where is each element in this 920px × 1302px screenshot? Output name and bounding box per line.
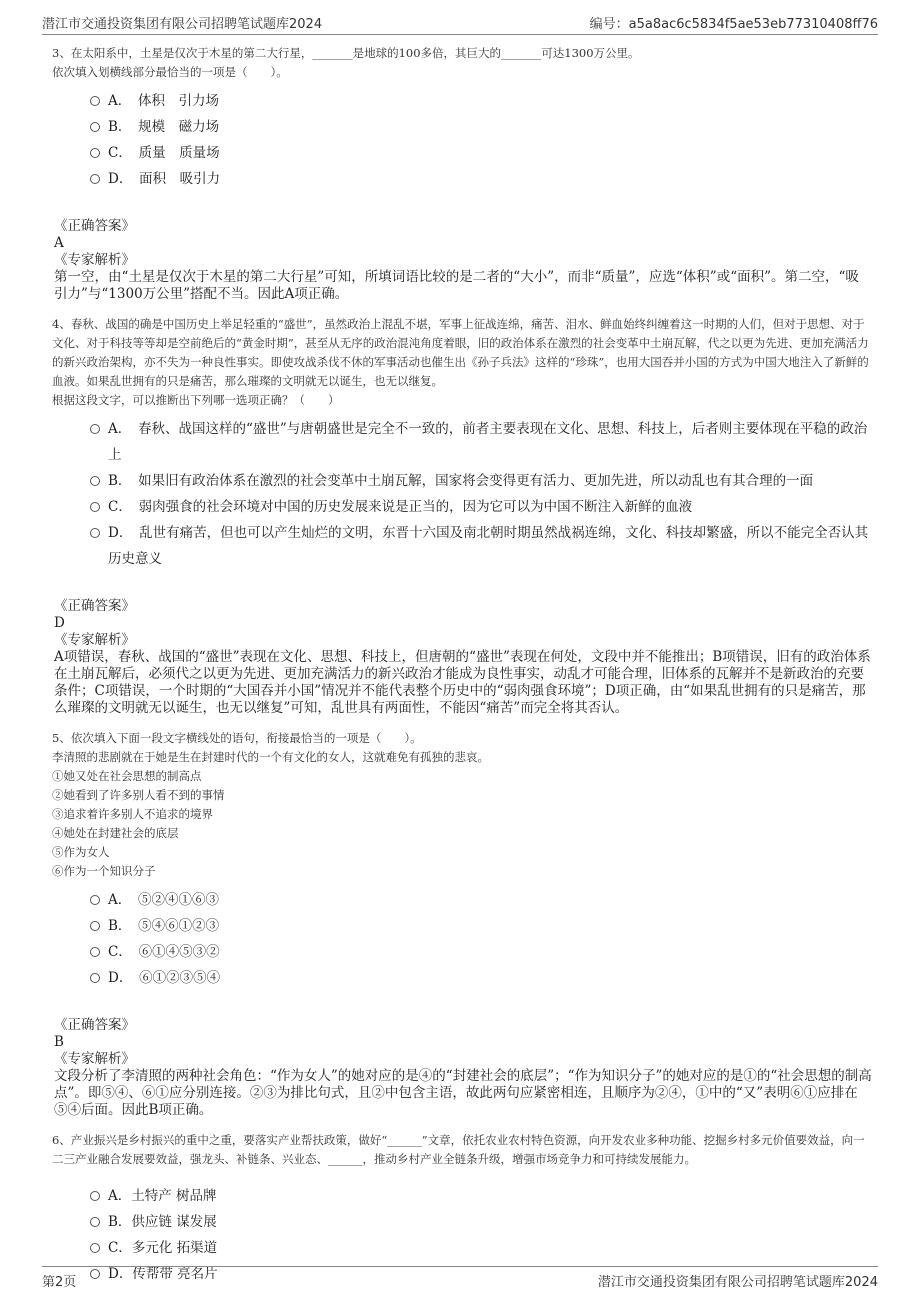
option-a[interactable]: A． 体积 引力场 (90, 88, 872, 114)
question-stem: 4、春秋、战国的确是中国历史上举足轻重的“盛世”，虽然政治上混乱不堪，军事上征战连绵，痛苦、泪水、鲜血始终纠缠着这一时期的人们，但对于思想、对于文化、对于科技等等却是空前绝后的“黄金时期”，甚至从无序的政治混沌角度着眼，旧的政治体系在激烈的社会变革中土崩瓦解，代之以更为先进、更加充满活力的新兴政治架构，亦不失为一种良性事实。即使攻战杀伐不休的军事活动也催生出《孙子兵法》这样的“珍珠”，也用大国吞并小国的方式为中国大地注入了新鲜的血液。如果乱世拥有的只是痛苦，那么璀璨的文明就无以诞生，也无以继复。 (52, 317, 869, 388)
sentence-5: ⑤作为女人 (52, 845, 110, 859)
question-6 (52, 1131, 872, 1287)
radio-icon[interactable] (90, 528, 100, 538)
radio-icon[interactable] (90, 921, 100, 931)
page-content (52, 44, 872, 1287)
answer-label: 《正确答案》 (54, 218, 135, 234)
analysis-text: 第一空，由“土星是仅次于木星的第二大行星”可知，所填词语比较的是二者的“大小”，而非“质量”，应选“体积”或“面积”。第二空，“吸引力”与“1300万公里”搭配不当。因此A项正确。 (54, 269, 859, 302)
option-list (90, 88, 872, 192)
option-c[interactable]: C．多元化 拓渠道 (90, 1235, 872, 1261)
answer-block (54, 598, 872, 717)
option-list (90, 416, 872, 572)
sentence-2: ②她看到了许多别人看不到的事情 (52, 788, 225, 802)
radio-icon[interactable] (90, 96, 100, 106)
header-title: 潜江市交通投资集团有限公司招聘笔试题库2024 (42, 16, 323, 32)
page-footer (42, 1266, 878, 1293)
radio-icon[interactable] (90, 973, 100, 983)
option-b[interactable]: B．供应链 谋发展 (90, 1209, 872, 1235)
footer-title: 潜江市交通投资集团有限公司招聘笔试题库2024 (597, 1274, 878, 1290)
radio-icon[interactable] (90, 1243, 100, 1253)
option-a[interactable]: A． ⑤②④①⑥③ (90, 887, 872, 913)
sentence-4: ④她处在封建社会的底层 (52, 826, 179, 840)
radio-icon[interactable] (90, 1191, 100, 1201)
question-text (52, 315, 872, 410)
radio-icon[interactable] (90, 122, 100, 132)
analysis-label: 《专家解析》 (54, 252, 135, 268)
analysis-text: A项错误，春秋、战国的“盛世”表现在文化、思想、科技上，但唐朝的“盛世”表现在何处，文段中并不能推出；B项错误，旧有的政治体系在土崩瓦解后，必须代之以更为先进、更加充满活力的新兴政治才能成为良性事实，动乱才可能合理，旧体系的瓦解并不是新政治的充要条件；C项错误，一个时期的“大国吞并小国”情况并不能代表整个历史中的“弱肉强食环境”；D项正确，由“如果乱世拥有的只是痛苦，那么璀璨的文明就无以诞生，也无以继复”可知，乱世具有两面性，不能因“痛苦”而完全将其否认。 (54, 649, 871, 716)
question-4 (52, 315, 872, 717)
question-3 (52, 44, 872, 303)
option-c[interactable]: C． 质量 质量场 (90, 140, 872, 166)
answer-value: D (54, 615, 65, 631)
option-list (90, 887, 872, 991)
answer-value: B (54, 1034, 64, 1050)
option-a[interactable]: A．土特产 树品牌 (90, 1183, 872, 1209)
answer-label: 《正确答案》 (54, 1017, 135, 1033)
sentence-3: ③追求着许多别人不追求的境界 (52, 807, 213, 821)
answer-block (54, 218, 872, 303)
radio-icon[interactable] (90, 424, 100, 434)
page-header (42, 10, 878, 35)
question-text (52, 729, 872, 881)
radio-icon[interactable] (90, 947, 100, 957)
question-text (52, 44, 872, 82)
answer-value: A (54, 235, 64, 251)
option-d[interactable]: D． ⑥①②③⑤④ (90, 965, 872, 991)
question-passage: 李清照的悲剧就在于她是生在封建时代的一个有文化的女人，这就难免有孤独的悲哀。 (52, 750, 489, 764)
option-d[interactable]: D．传帮带 亮名片 (90, 1261, 872, 1287)
option-c[interactable]: C． ⑥①④⑤③② (90, 939, 872, 965)
analysis-label: 《专家解析》 (54, 632, 135, 648)
option-b[interactable]: B． ⑤④⑥①②③ (90, 913, 872, 939)
answer-label: 《正确答案》 (54, 598, 135, 614)
radio-icon[interactable] (90, 148, 100, 158)
radio-icon[interactable] (90, 174, 100, 184)
option-b[interactable]: B． 如果旧有政治体系在激烈的社会变革中土崩瓦解，国家将会变得更有活力、更加先进，所以动乱也有其合理的一面 (90, 468, 872, 494)
answer-block (54, 1017, 872, 1119)
radio-icon[interactable] (90, 1217, 100, 1227)
sentence-6: ⑥作为一个知识分子 (52, 864, 156, 878)
option-c[interactable]: C． 弱肉强食的社会环境对中国的历史发展来说是正当的，因为它可以为中国不断注入新鲜的血液 (90, 494, 872, 520)
analysis-text: 文段分析了李清照的两种社会角色：“作为女人”的她对应的是④的“封建社会的底层”；“作为知识分子”的她对应的是①的“社会思想的制高点”。即⑤④、⑥①应分别连接。②③为排比句式，且②中包含主语，故此两句应紧密相连，且顺序为②④，①中的“又”表明⑥①应排在⑤④后面。因此B项正确。 (54, 1068, 872, 1118)
header-code: 编号：a5a8ac6c5834f5ae53eb77310408ff76 (589, 16, 878, 32)
option-b[interactable]: B． 规模 磁力场 (90, 114, 872, 140)
question-text (52, 1131, 872, 1169)
question-prompt: 根据这段文字，可以推断出下列哪一选项正确？（ ） (52, 393, 340, 407)
option-d[interactable]: D． 面积 吸引力 (90, 166, 872, 192)
question-stem: 5、依次填入下面一段文字横线处的语句，衔接最恰当的一项是（ ）。 (52, 731, 422, 745)
option-a[interactable]: A． 春秋、战国这样的“盛世”与唐朝盛世是完全不一致的，前者主要表现在文化、思想、科技上，后者则主要体现在平稳的政治上 (90, 416, 872, 468)
analysis-label: 《专家解析》 (54, 1051, 135, 1067)
option-d[interactable]: D． 乱世有痛苦，但也可以产生灿烂的文明，东晋十六国及南北朝时期虽然战祸连绵，文化、科技却繁盛，所以不能完全否认其历史意义 (90, 520, 872, 572)
question-stem: 6、产业振兴是乡村振兴的重中之重，要落实产业帮扶政策，做好“______”文章，依托农业农村特色资源，向开发农业多种功能、挖掘乡村多元价值要效益，向一二三产业融合发展要效益，强龙头、补链条、兴业态、______，推动乡村产业全链条升级，增强市场竞争力和可持续发展能力。 (52, 1133, 865, 1166)
question-stem: 3、在太阳系中，土星是仅次于木星的第二大行星，_______是地球的100多倍，其巨大的_______可达1300万公里。 (52, 46, 640, 60)
radio-icon[interactable] (90, 476, 100, 486)
radio-icon[interactable] (90, 895, 100, 905)
question-prompt: 依次填入划横线部分最恰当的一项是（ ）。 (52, 65, 288, 79)
radio-icon[interactable] (90, 502, 100, 512)
question-5 (52, 729, 872, 1119)
page-number: 第2页 (42, 1274, 77, 1290)
sentence-1: ①她又处在社会思想的制高点 (52, 769, 202, 783)
